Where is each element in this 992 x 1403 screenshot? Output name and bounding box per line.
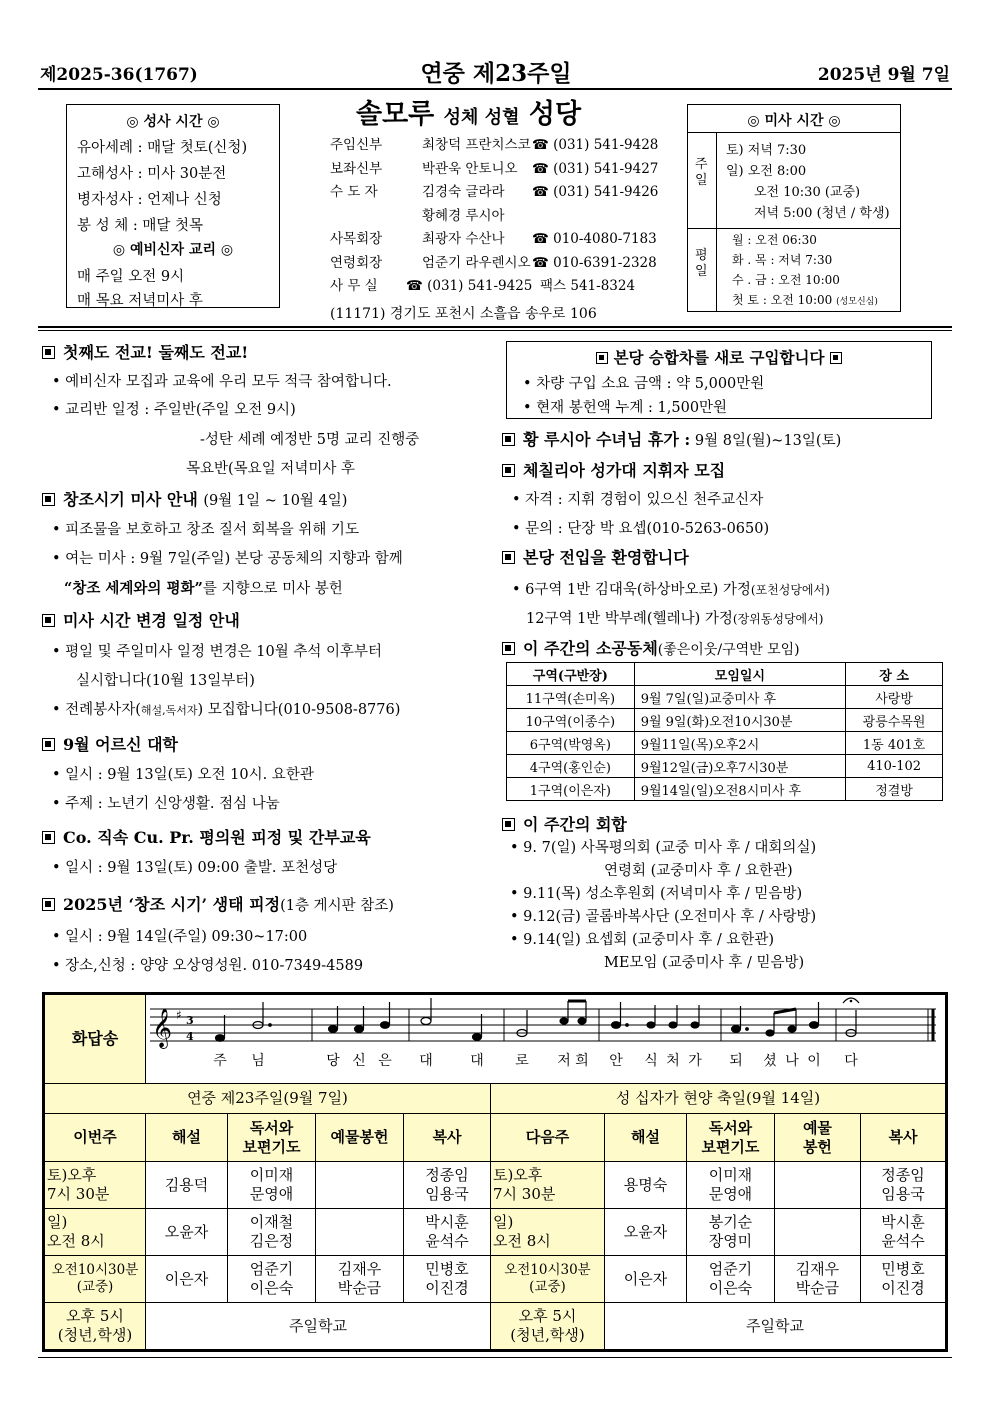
mass-time: 첫 토 : 오전 10:00 (성모신심)	[732, 293, 878, 307]
bullet-line: • 현재 봉헌액 누계 : 1,500만원	[523, 400, 728, 416]
section-creation-mass: 창조시기 미사 안내 (9월 1일 ~ 10월 4일)	[42, 487, 347, 510]
music-staff	[146, 995, 944, 1083]
section-elder-college: 9월 어르신 대학	[42, 732, 178, 755]
table-row	[45, 1303, 946, 1350]
schedule-cell: 이은자	[604, 1256, 686, 1303]
schedule-header	[45, 1114, 946, 1162]
mass-title: ◎ 미사 시간 ◎	[747, 113, 841, 129]
schedule-cell: 박시훈 윤석수	[860, 1209, 945, 1256]
schedule-cell	[316, 1162, 404, 1209]
table-row: 4구역(홍인순) 9월12일(금)오후7시30분 410-102	[507, 755, 943, 778]
lyric-syllable: 신	[352, 1053, 366, 1069]
column-header: 예물 봉헌	[774, 1114, 860, 1162]
schedule-cell: 정종임 임용국	[860, 1162, 945, 1209]
section-evangelization: 첫째도 전교! 둘째도 전교!	[42, 340, 248, 363]
bullet-line: • 여는 미사 : 9월 7일(주일) 본당 공동체의 지향과 함께	[52, 551, 403, 567]
lyric-syllable: 가	[688, 1053, 702, 1069]
table-row	[45, 1256, 946, 1303]
lyric-syllable: 셨	[763, 1053, 777, 1069]
bullet-line: • 9.11(목) 성소후원회 (저녁미사 후 / 믿음방)	[510, 886, 803, 902]
mass-time: 수 . 금 : 오전 10:00	[732, 273, 840, 287]
lyric-syllable: 나	[785, 1053, 799, 1069]
lyric-syllable: 당	[326, 1053, 340, 1069]
schedule-cell: 오윤자	[146, 1209, 228, 1256]
schedule-cell: 토)오후 7시 30분	[490, 1162, 604, 1209]
schedule-cell	[316, 1209, 404, 1256]
schedule-cell: 오후 5시 (청년,학생)	[45, 1303, 146, 1350]
treble-clef-icon: 𝄞	[152, 1008, 173, 1048]
schedule-cell: 민병호 이진경	[404, 1256, 491, 1303]
table-row	[45, 1209, 946, 1256]
mass-time: 저녁 5:00 (청년 / 학생)	[754, 206, 890, 221]
sacrament-item: 고해성사 : 미사 30분전	[77, 166, 227, 182]
schedule-cell: 토)오후 7시 30분	[45, 1162, 146, 1209]
mass-time: 화 . 목 : 저녁 7:30	[732, 253, 833, 267]
column-header: 독서와 보편기도	[686, 1114, 774, 1162]
mass-time: 월 : 오전 06:30	[732, 233, 817, 247]
next-week-title: 성 십자가 현양 축일(9월 14일)	[490, 1084, 945, 1114]
schedule-cell: 이재철 김은정	[228, 1209, 316, 1256]
bullet-line: • 피조물을 보호하고 창조 질서 회복을 위해 기도	[52, 522, 359, 538]
lyric-syllable: 대	[419, 1053, 433, 1069]
bullet-line: • 교리반 일정 : 주일반(주일 오전 9시)	[52, 402, 296, 418]
bullet-line: • 일시 : 9월 13일(토) 오전 10시. 요한관	[52, 767, 314, 783]
schedule-cell: 오전10시30분 (교중)	[45, 1256, 146, 1303]
bullet-line: • 예비신자 모집과 교육에 우리 모두 적극 참여합니다.	[52, 374, 392, 390]
lyric-syllable: 님	[251, 1053, 265, 1069]
schedule-cell: 김재우 박순금	[774, 1256, 860, 1303]
svg-text:3: 3	[186, 1014, 194, 1027]
liturgy-schedule	[42, 992, 948, 1352]
bullet-line: • 평일 및 주일미사 일정 변경은 10월 추석 이후부터	[52, 644, 383, 660]
schedule-cell: 엄준기 이은숙	[228, 1256, 316, 1303]
issue-number: 제2025-36(1767)	[40, 65, 198, 85]
psalm-music	[146, 995, 946, 1084]
sacrament-title: ◎ 성사 시간 ◎	[126, 114, 220, 130]
psalm-lyrics	[213, 1052, 858, 1069]
column-header: 해설	[146, 1114, 228, 1162]
mass-time: 토) 저녁 7:30	[726, 143, 807, 158]
car-box	[506, 341, 932, 419]
sacrament-item: 병자성사 : 언제나 신청	[77, 192, 222, 208]
issue-date: 2025년 9월 7일	[817, 65, 950, 85]
section-eco-retreat: 2025년 ‘창조 시기’ 생태 피정(1층 게시판 참조)	[42, 892, 394, 915]
schedule-cell: 민병호 이진경	[860, 1256, 945, 1303]
column-header: 독서와 보편기도	[228, 1114, 316, 1162]
bullet-line: • 차량 구입 소요 금액 : 약 5,000만원	[523, 376, 765, 392]
bullet-line: • 문의 : 단장 박 요셉(010-5263-0650)	[512, 521, 770, 537]
page-title: 연중 제23주일	[420, 60, 572, 87]
column-header: 다음주	[490, 1114, 604, 1162]
schedule-cell: 이미재 문영애	[228, 1162, 316, 1209]
schedule-cell: 김용덕	[146, 1162, 228, 1209]
svg-text:4: 4	[186, 1030, 194, 1043]
car-title: 본당 승합차를 새로 구입합니다	[507, 346, 931, 368]
mass-time-box	[687, 104, 901, 312]
parish-name: 솔모루 성체 성혈 성당	[356, 99, 582, 130]
table-row: 1구역(이은자) 9월14일(일)오전8시미사 후 정결방	[507, 778, 943, 801]
this-week-title: 연중 제23주일(9월 7일)	[45, 1084, 491, 1114]
table-row	[45, 1162, 946, 1209]
bullet-line: “창조 세계와의 평화”를 지향으로 미사 봉헌	[64, 580, 343, 597]
schedule-cell: 오전10시30분 (교중)	[490, 1256, 604, 1303]
section-mass-change: 미사 시간 변경 일정 안내	[42, 608, 240, 631]
schedule-cell: 봉기순 장영미	[686, 1209, 774, 1256]
bullet-line: • 주제 : 노년기 신앙생활. 점심 나눔	[52, 796, 280, 812]
lyric-syllable: 은	[378, 1053, 392, 1069]
sunday-school: 주일학교	[146, 1303, 491, 1350]
column-header: 이번주	[45, 1114, 146, 1162]
lyric-syllable: 로	[515, 1053, 529, 1069]
svg-text:♯: ♯	[176, 1008, 182, 1022]
schedule-cell: 일) 오전 8시	[45, 1209, 146, 1256]
sacrament-box	[66, 104, 280, 308]
lyric-syllable: 처	[666, 1053, 680, 1069]
bullet-line: • 6구역 1반 김대욱(하상바오로) 가정(포천성당에서)	[512, 582, 830, 598]
bullet-line: 목요반(목요일 저녁미사 후	[186, 461, 355, 477]
bullet-line: • 자격 : 지휘 경험이 있으신 천주교신자	[512, 492, 764, 508]
lyric-syllable: 되	[729, 1053, 743, 1069]
lyric-syllable: 저	[557, 1053, 571, 1069]
lyric-syllable: 대	[470, 1053, 484, 1069]
section-community: 이 주간의 소공동체(좋은이웃/구역반 모임)	[502, 636, 800, 659]
psalm-label: 화답송	[45, 995, 146, 1084]
lyric-syllable: 희	[575, 1053, 589, 1069]
bullet-line: • 9.14(일) 요셉회 (교중미사 후 / 요한관)	[510, 932, 775, 948]
bullet-line: 12구역 1반 박부례(헬레나) 가정(장위동성당에서)	[526, 611, 824, 627]
schedule-cell: 정종임 임용국	[404, 1162, 491, 1209]
bullet-line: • 일시 : 9월 13일(토) 09:00 출발. 포천성당	[52, 860, 338, 876]
lyric-syllable: 식	[644, 1053, 658, 1069]
bullet-line: • 일시 : 9월 14일(주일) 09:30~17:00	[52, 929, 308, 945]
column-header: 복사	[860, 1114, 945, 1162]
bullet-line: • 9. 7(일) 사목평의회 (교중 미사 후 / 대회의실)	[510, 840, 817, 856]
column-header: 예물봉헌	[316, 1114, 404, 1162]
schedule-cell: 오후 5시 (청년,학생)	[490, 1303, 604, 1350]
parish-address: (11171) 경기도 포천시 소흘읍 송우로 106	[330, 306, 597, 322]
table-row: 6구역(박영옥) 9월11일(목)오후2시 1동 401호	[507, 732, 943, 755]
schedule-cell: 이미재 문영애	[686, 1162, 774, 1209]
column-header: 복사	[404, 1114, 491, 1162]
section-welcome: 본당 전입을 환영합니다	[502, 545, 689, 568]
bullet-line: ME모임 (교중미사 후 / 믿음방)	[604, 955, 805, 971]
table-row: 10구역(이종수) 9월 9일(화)오전10시30분 광릉수목원	[507, 709, 943, 732]
schedule-cell: 박시훈 윤석수	[404, 1209, 491, 1256]
table-row: 11구역(손미옥) 9월 7일(일)교중미사 후 사랑방	[507, 686, 943, 709]
bullet-line: 실시합니다(10월 13일부터)	[76, 673, 255, 689]
lyric-syllable: 주	[213, 1053, 227, 1069]
bullet-line: • 전례봉사자(해설,독서자) 모집합니다(010-9508-8776)	[52, 702, 401, 718]
schedule-cell: 이은자	[146, 1256, 228, 1303]
column-header: 해설	[604, 1114, 686, 1162]
catechumen-item: 매 주일 오전 9시	[77, 269, 185, 285]
sacrament-item: 유아세례 : 매달 첫토(신청)	[77, 140, 248, 156]
bullet-line: • 장소,신청 : 양양 오상영성원. 010-7349-4589	[52, 958, 364, 974]
schedule-cell	[774, 1162, 860, 1209]
schedule-cell	[774, 1209, 860, 1256]
mass-time: 오전 10:30 (교중)	[754, 185, 861, 200]
sunday-label: 주일	[695, 157, 708, 188]
schedule-cell: 일) 오전 8시	[490, 1209, 604, 1256]
bullet-line: -성탄 세례 예정반 5명 교리 진행중	[200, 432, 420, 448]
lyric-syllable: 이	[807, 1053, 821, 1069]
bullet-line: 연령회 (교중미사 후 / 요한관)	[604, 863, 793, 879]
schedule-cell: 엄준기 이은숙	[686, 1256, 774, 1303]
section-choir: 체칠리아 성가대 지휘자 모집	[502, 458, 725, 481]
lyric-syllable: 안	[609, 1053, 623, 1069]
community-table: 구역(구반장) 모임일시 장 소 11구역(손미옥) 9월 7일(일)교중미사 후 사랑방 10구역(이종수) 9월 9일(화)오전10시30분 광릉수목원 6구역(박영옥) 9월11일(목)오후2시 1동 401호 4구역(홍인순) 9월12일(금)오후7시30분 410-102 1구역(이은자) 9월14일(일)오전8시미사 후 정결방	[506, 662, 943, 801]
sacrament-item: 봉 성 체 : 매달 첫목	[77, 218, 203, 234]
mass-time: 일) 오전 8:00	[726, 164, 807, 179]
section-retreat: Co. 직속 Cu. Pr. 평의원 피정 및 간부교육	[42, 825, 371, 848]
weekday-label: 평일	[695, 248, 708, 279]
schedule-cell: 오윤자	[604, 1209, 686, 1256]
lyric-syllable: 다	[844, 1053, 858, 1069]
schedule-cell: 김재우 박순금	[316, 1256, 404, 1303]
section-vacation: 황 루시아 수녀님 휴가 : 9월 8일(월)~13일(토)	[502, 427, 841, 450]
catechumen-title: ◎ 예비신자 교리 ◎	[112, 242, 234, 258]
bullet-line: • 9.12(금) 골롬바복사단 (오전미사 후 / 사랑방)	[510, 909, 817, 925]
section-meetings: 이 주간의 회합	[502, 812, 627, 835]
sunday-school: 주일학교	[604, 1303, 945, 1350]
schedule-cell: 용명숙	[604, 1162, 686, 1209]
catechumen-item: 매 목요 저녁미사 후	[77, 293, 203, 309]
